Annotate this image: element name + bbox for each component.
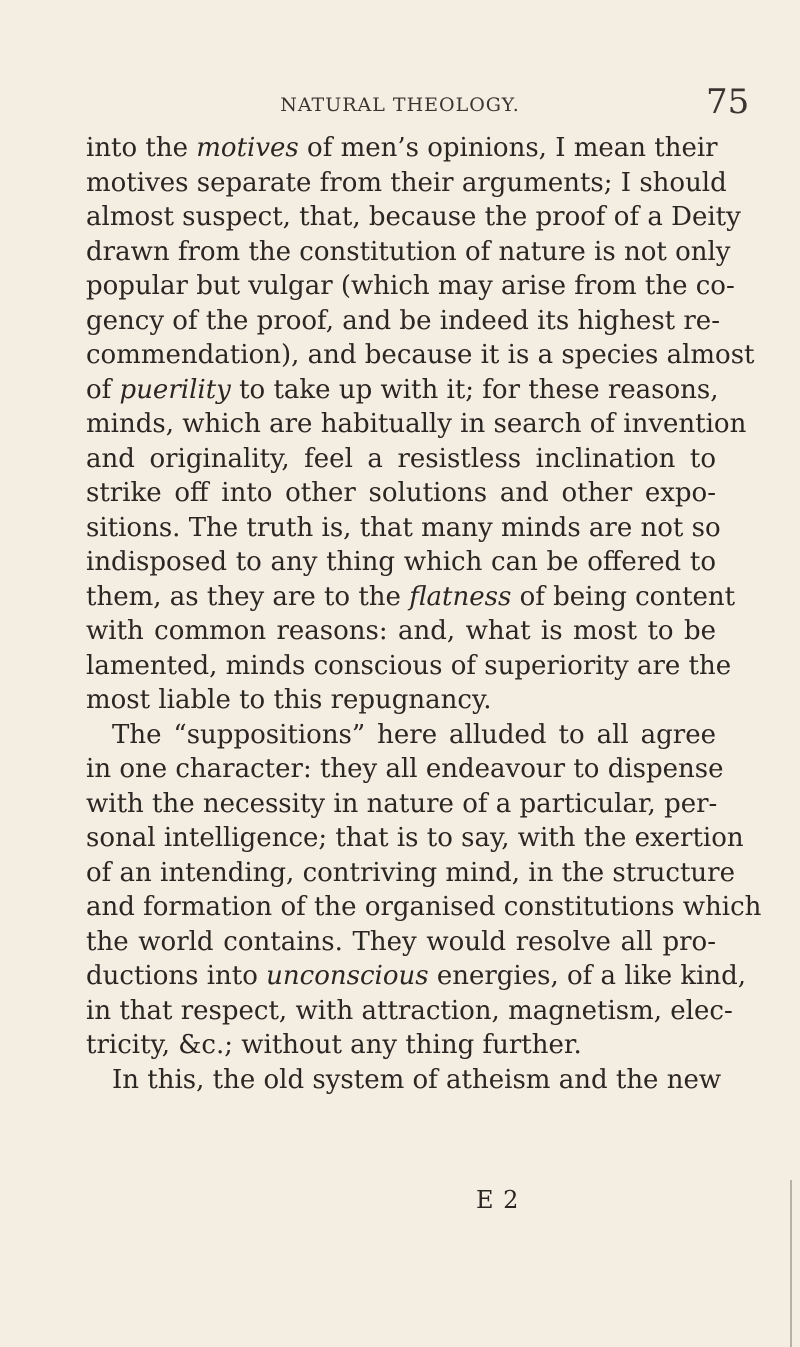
text-line [86,476,716,511]
text-run: lamented, minds conscious of superiority are the [86,650,732,681]
text-run: most liable to this repugnancy. [86,685,492,715]
text-run: The “suppositions” here alluded to all agree [112,719,716,750]
text-run: ductions into [86,961,267,991]
text-line [86,269,735,304]
text-run: gency of the proof, and be indeed its highest re- [86,305,720,336]
text-line [86,131,716,166]
signature-mark: E 2 [476,1186,520,1214]
text-run: sitions. The truth is, that many minds are not so [86,512,721,543]
text-line [86,166,727,201]
text-run: with the necessity in nature of a particular, per- [86,788,718,819]
text-run: strike off into other solutions and other expo- [86,478,716,508]
text-run: tricity, &c.; without any thing further. [86,1030,582,1060]
text-run: and originality, feel a resistless inclination to [86,443,716,474]
text-line [86,1063,722,1098]
text-run: the world contains. They would resolve all pro- [86,926,716,957]
text-line [86,890,762,925]
text-line [86,304,720,339]
text-run: motives separate from their arguments; I should [86,167,727,198]
text-run: minds, which are habitually in search of invention [86,409,747,439]
text-run: them, as they are to the [86,581,410,612]
text-line [86,994,733,1029]
text-line [86,959,747,994]
text-run: sonal intelligence; that is to say, with the exertion [86,823,744,853]
text-run: popular but vulgar (which may arise from the co- [86,271,735,301]
italic-text: unconscious [266,961,429,991]
text-line [86,649,732,684]
text-run: indisposed to any thing which can be offered to [86,547,716,577]
text-line [86,925,716,960]
text-line [86,821,744,856]
page-edge-shadow [790,1180,792,1347]
text-line [86,856,735,891]
text-run: In this, the old system of atheism and the new [112,1064,722,1095]
text-run: drawn from the constitution of nature is not only [86,236,731,267]
italic-text: flatness [409,581,512,612]
text-line [86,338,755,373]
page-number: 75 [706,82,750,122]
text-line [86,442,716,477]
italic-text: puerility [119,374,231,405]
text-line [86,235,731,270]
text-line [86,373,719,408]
text-run: of men’s opinions, I mean their [298,133,718,163]
text-run: commendation), and because it is a species almost [86,340,755,370]
text-line [86,614,716,649]
text-run: to take up with it; for these reasons, [230,374,719,405]
text-run: in that respect, with attraction, magnetism, elec- [86,995,733,1026]
text-line [86,407,747,442]
running-title: NATURAL THEOLOGY. [280,94,520,116]
text-line [86,200,741,235]
italic-text: motives [196,133,299,163]
text-line [86,718,716,753]
text-run: of an intending, contriving mind, in the structure [86,857,735,888]
text-run: of [86,374,120,405]
text-run: and formation of the organised constitutions which [86,892,762,922]
text-run: almost suspect, that, because the proof of a Deity [86,202,741,232]
text-line [86,787,716,822]
text-run: with common reasons: and, what is most to be [86,616,716,646]
text-line [86,545,716,580]
body-text [86,131,762,1097]
text-run: energies, of a like kind, [428,961,747,991]
text-run: of being content [511,581,736,612]
text-line [86,683,716,718]
text-run: into the [86,133,197,163]
text-line [86,511,721,546]
text-line [86,580,736,615]
text-line [86,752,724,787]
text-line [86,1028,716,1063]
text-run: in one character: they all endeavour to dispense [86,754,724,784]
